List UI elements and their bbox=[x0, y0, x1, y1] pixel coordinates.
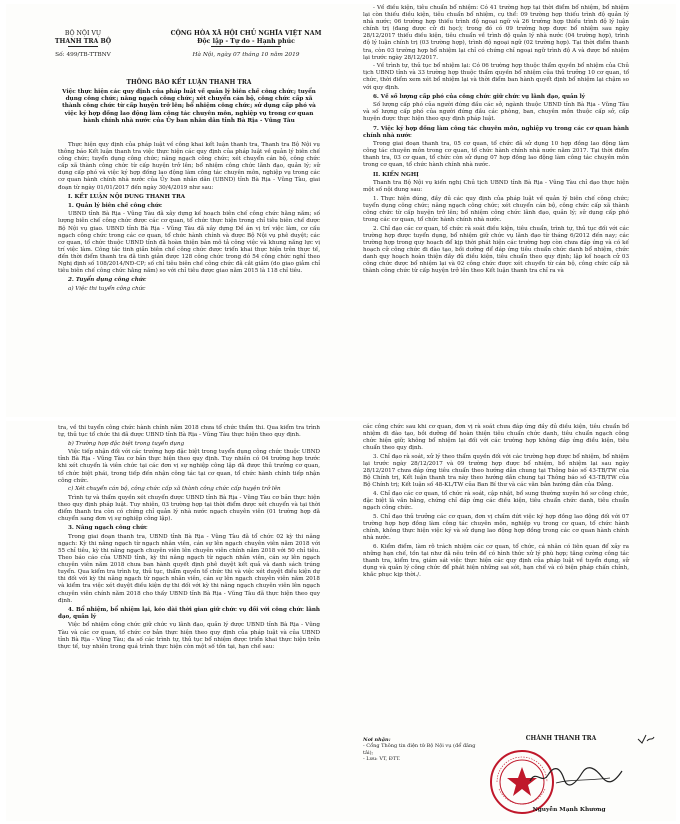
paragraph-reappointment-procedure: - Về trình tự, thủ tục bổ nhiệm lại: Có 06 trường hợp thuộc thẩm quyền bổ nhiệm của Chủ tịch UBND tỉnh và 33 trường hợp thuộc thẩm quyền bổ nhiệm của thủ trưởng 10 cơ quan, tổ chức, thời điểm xem xét bổ nhiệm lại và thời điểm ban hành quyết định bổ nhiệm lại chậm so với quy định. bbox=[363, 63, 629, 91]
national-motto: Độc lập - Tự do - Hạnh phúc bbox=[197, 38, 295, 45]
paragraph-staffing-quota: UBND tỉnh Bà Rịa - Vũng Tàu đã xây dựng kế hoạch biên chế công chức hằng năm; số lượng biên chế công chức được các cơ quan, tổ chức thực hiện trong chỉ tiêu biên chế được Bộ Nội vụ giao. UBND tỉnh Bà Rịa - Vũng Tàu đã xây dựng Đề án vị trí việc làm, cơ cấu ngạch công chức trong các cơ quan, tổ chức hành chính và được Bộ Nội vụ phê duyệt; các cơ quan, tổ chức thuộc UBND tỉnh đã hoàn thiện bản mô tả công việc và khung năng lực vị trí việc làm. Công tác tinh giản biên chế công chức được triển khai thực hiện trên thực tế, đến thời điểm thanh tra đã tinh giản được 128 công chức trong đó 54 công chức nghỉ theo Nghị định số 108/2014/NĐ-CP; số chỉ tiêu biên chế công chức đã cắt giảm (do giao giảm chỉ tiêu biên chế công chức hằng năm) so với chỉ tiêu được giao năm 2015 là 118 chỉ tiêu. bbox=[58, 211, 320, 275]
document-number: Số: 499/TB-TTBNV bbox=[55, 52, 111, 58]
agency-name: THANH TRA BỘ bbox=[54, 38, 112, 45]
paragraph-recommendation-3: 3. Chỉ đạo rà soát, xử lý theo thẩm quyền đối với các trường hợp được bổ nhiệm, bổ nhiệm lại trước ngày 28/12/2017 và 09 trường hợp được bổ nhiệm, bổ nhiệm lại sau ngày 28/12/2017 chưa đáp ứng tiêu chuẩn theo hướng dẫn chung tại Thông báo số 43-TB/TW của Bộ Chính trị, Kết luận thanh tra này theo hướng dẫn chung tại Thông báo số 43-TB/TW của Bộ Chính trị; Kết luận số 48-KL/TW của Ban Bí thư và các văn bản hướng dẫn của Đảng. bbox=[363, 453, 629, 489]
paragraph-recommendation-5: 5. Chỉ đạo thủ trưởng các cơ quan, đơn vị chấm dứt việc ký hợp đồng lao động đối với 07 trường hợp hợp đồng làm công tác chuyên môn, nghiệp vụ trong cơ quan, tổ chức hành chính, không thực hiện việc ký và sử dụng lao động hợp đồng trong các cơ quan hành chính nhà nước. bbox=[363, 513, 629, 541]
paragraph-recommendation-4: 4. Chỉ đạo các cơ quan, tổ chức rà soát, cập nhật, bổ sung thường xuyên hồ sơ công chức, đặc biệt là văn bằng, chứng chỉ đáp ứng các điều kiện, tiêu chuẩn chức danh, tiêu chuẩn ngạch công chức. bbox=[363, 490, 629, 512]
heading-appointment: 4. Bổ nhiệm, bổ nhiệm lại, kéo dài thời gian giữ chức vụ đối với công chức lãnh đạo, quản lý bbox=[58, 606, 320, 620]
paragraph-recommendation-2-continued: các công chức sau khi cơ quan, đơn vị rà soát chưa đáp ứng đầy đủ điều kiện, tiêu chuẩn bổ nhiệm đi đào tạo, bồi dưỡng để hoàn thiện tiêu chuẩn chức danh, tiêu chuẩn ngạch công chức hiện giữ; không bổ nhiệm lại đối với các trường hợp không đáp ứng điều kiện, tiêu chuẩn theo quy định. bbox=[363, 424, 629, 452]
paragraph-recommendation-intro: Thanh tra Bộ Nội vụ kiến nghị Chủ tịch UBND tỉnh Bà Rịa - Vũng Tàu chỉ đạo thực hiện một số nội dung sau: bbox=[363, 180, 629, 194]
signature-block bbox=[486, 735, 636, 742]
paragraph-commune-transfer: Trình tự và thẩm quyền xét chuyển được UBND tỉnh Bà Rịa - Vũng Tàu cơ bản thực hiện theo quy định pháp luật. Tuy nhiên, 03 trường hợp tại thời điểm được xét chuyển và tại thời điểm thanh tra còn có chứng chỉ quản lý nhà nước ngạch chuyên viên (01 trường hợp đã chuyển sang đơn vị sự nghiệp công lập). bbox=[58, 494, 320, 523]
paragraph-rank-promotion: Trong giai đoạn thanh tra, UBND tỉnh Bà Rịa - Vũng Tàu đã tổ chức 02 kỳ thi nâng ngạch: Kỳ thi nâng ngạch từ ngạch nhân viên, cán sự lên ngạch chuyên viên năm 2018 với 55 chỉ tiêu, kỳ thi nâng ngạch chuyên viên lên chuyên viên chính năm 2018 với 50 chỉ tiêu. Theo báo cáo của UBND tỉnh, kỳ thi nâng ngạch từ ngạch nhân viên, cán sự lên ngạch chuyên viên năm 2018 chưa ban hành quyết định phê duyệt kết quả và danh sách trúng tuyển. Qua kiểm tra trình tự, thủ tục, thẩm quyền tổ chức thi và việc xét duyệt điều kiện dự thi đối với kỳ thi nâng ngạch từ ngạch nhân viên, cán sự lên ngạch chuyên viên năm 2018 và kiểm tra việc xét duyệt điều kiện dự thi đối với kỳ thi nâng ngạch chuyên viên lên ngạch chuyên viên chính năm 2018 cho thấy UBND tỉnh Bà Rịa - Vũng Tàu đã thực hiện theo quy định. bbox=[58, 533, 320, 604]
issuing-authority-block bbox=[38, 30, 128, 59]
recipients-block bbox=[363, 737, 483, 763]
handwritten-signature-icon bbox=[526, 761, 626, 791]
document-page-2 bbox=[6, 421, 676, 821]
paragraph-appointment: Việc bổ nhiệm công chức giữ chức vụ lãnh đạo, quản lý được UBND tỉnh Bà Rịa - Vũng Tàu và các cơ quan, tổ chức cơ bản thực hiện theo quy định của pháp luật và của UBND tỉnh Bà Rịa - Vũng Tàu; đa số các trình tự, thủ tục bổ nhiệm được triển khai thực hiện trên thực tế, tuy nhiên trong quá trình thực hiện còn một số tồn tại, hạn chế sau: bbox=[58, 622, 320, 650]
ministry-name: BỘ NỘI VỤ bbox=[64, 30, 102, 37]
page2-left-column bbox=[58, 425, 320, 652]
issue-date: Hà Nội, ngày 07 tháng 10 năm 2019 bbox=[192, 52, 300, 58]
heading-labor-contracts: 7. Việc ký hợp đồng làm công tác chuyên môn, nghiệp vụ trong các cơ quan hành chính nhà nước bbox=[363, 125, 629, 139]
country-name: CỘNG HÒA XÃ HỘI CHỦ NGHĨA VIỆT NAM bbox=[170, 30, 322, 37]
intro-paragraph: Thực hiện quy định của pháp luật về công khai kết luận thanh tra, Thanh tra Bộ Nội vụ thông báo Kết luận thanh tra việc thực hiện các quy định của pháp luật về quản lý biên chế công chức; tuyển dụng công chức; nâng ngạch công chức; xét chuyển cán bộ, công chức cấp xã thành công chức từ cấp huyện trở lên; bổ nhiệm công chức lãnh đạo, quản lý; sử dụng cấp phó và việc ký hợp đồng lao động làm công tác chuyên môn, nghiệp vụ trong các cơ quan hành chính nhà nước của Ủy ban nhân dân (UBND) tỉnh Bà Rịa - Vũng Tàu, giai đoạn từ ngày 01/01/2017 đến ngày 30/4/2019 như sau: bbox=[58, 142, 320, 191]
subheading-commune-transfer: c) Xét chuyển cán bộ, công chức cấp xã thành công chức cấp huyện trở lên bbox=[68, 486, 281, 493]
paragraph-exam-continued: tra, về thi tuyển công chức hành chính năm 2018 chưa tổ chức thẩm thi. Qua kiểm tra trình tự, thủ tục tổ chức thi đã được UBND tỉnh Bà Rịa - Vũng Tàu thực hiện theo quy định. bbox=[58, 425, 320, 439]
recipient-item: - Cổng Thông tin điện tử Bộ Nội vụ (để đăng tải); bbox=[363, 743, 476, 756]
page2-right-column bbox=[363, 424, 629, 580]
agency-underline bbox=[68, 46, 98, 47]
national-header-block bbox=[151, 30, 341, 59]
signer-name: Nguyễn Mạnh Khương bbox=[532, 807, 606, 813]
signer-name-block bbox=[494, 807, 644, 814]
paragraph-recommendation-2: 2. Chỉ đạo các cơ quan, tổ chức rà soát điều kiện, tiêu chuẩn, trình tự, thủ tục đối với các trường hợp được tuyển dụng, bổ nhiệm giữ chức vụ lãnh đạo từ tháng 6/2012 đến nay; các trường hợp trong quy hoạch để kịp thời phát hiện các trường hợp còn chưa đáp ứng và có kế hoạch cử công chức đi đào tạo, bồi dưỡng để đáp ứng tiêu chuẩn chức danh bổ nhiệm, chức danh quy hoạch hoàn thiện đầy đủ điều kiện, tiêu chuẩn theo quy định; lập kế hoạch cử 03 công chức được bổ nhiệm lại và 02 công chức được xét chuyển từ cán bộ, công chức cấp xã thành công chức từ cấp huyện trở lên theo Kết luận thanh tra chỉ ra và bbox=[363, 225, 629, 275]
signer-title: CHÁNH THANH TRA bbox=[525, 735, 597, 742]
paragraph-recommendation-1: 1. Thực hiện đúng, đầy đủ các quy định của pháp luật về quản lý biên chế công chức; tuyển dụng công chức; nâng ngạch công chức; xét chuyển cán bộ, công chức cấp xã thành công chức từ cấp huyện trở lên; bổ nhiệm công chức lãnh đạo, quản lý; sử dụng cấp phó trong các cơ quan, tổ chức hành chính nhà nước. bbox=[363, 195, 629, 224]
heading-recruitment: 2. Tuyển dụng công chức bbox=[68, 277, 147, 284]
section-heading-conclusions: I. KẾT LUẬN NỘI DUNG THANH TRA bbox=[68, 193, 186, 200]
subheading-exam-recruitment: a) Việc thi tuyển công chức bbox=[68, 285, 146, 292]
heading-rank-promotion: 3. Nâng ngạch công chức bbox=[68, 525, 148, 532]
document-page-1 bbox=[6, 4, 676, 417]
page1-right-column bbox=[363, 5, 629, 277]
document-title: THÔNG BÁO KẾT LUẬN THANH TRA bbox=[126, 79, 252, 86]
subheading-special-cases: b) Trường hợp đặc biệt trong tuyển dụng bbox=[68, 440, 185, 447]
paragraph-recommendation-6: 6. Kiểm điểm, làm rõ trách nhiệm các cơ quan, tổ chức, cá nhân có liên quan để xảy ra những hạn chế, tồn tại như đã nêu trên để có hình thức xử lý phù hợp; tăng cường công tác thanh tra, kiểm tra, giám sát việc thực hiện các quy định của pháp luật về tuyển dụng, sử dụng và quản lý công chức để phát hiện những sai sót, hạn chế và có biện pháp chấn chỉnh, khắc phục kịp thời./. bbox=[363, 543, 629, 578]
page1-left-column bbox=[58, 142, 320, 294]
recipients-title: Nơi nhận: bbox=[363, 737, 391, 743]
paragraph-appointment-criteria: - Về điều kiện, tiêu chuẩn bổ nhiệm: Có 41 trường hợp tại thời điểm bổ nhiệm, bổ nhiệm lại còn thiếu điều kiện, tiêu chuẩn bổ nhiệm, cụ thể: 09 trường hợp thiếu trình độ quản lý nhà nước; 06 trường hợp thiếu trình độ ngoại ngữ và 26 trường hợp thiếu trình độ lý luận chính trị (đang được cử đi học); trong đó có 09 trường hợp được bổ nhiệm sau ngày 28/12/2017 thiếu điều kiện, tiêu chuẩn về trình độ quản lý nhà nước (04 trường hợp), trình độ lý luận chính trị (03 trường hợp), trình độ ngoại ngữ (02 trường hợp). Tại thời điểm thanh tra, còn 03 trường hợp bổ nhiệm lại chỉ có chứng chỉ ngoại ngữ trình độ A và được bổ nhiệm lại trước ngày 28/12/2017. bbox=[363, 5, 629, 61]
document-subject: Việc thực hiện các quy định của pháp luật về quản lý biên chế công chức; tuyển dụng công chức; nâng ngạch công chức; xét chuyển cán bộ, công chức cấp xã thành công chức từ cấp huyện trở lên; bổ nhiệm công chức; sử dụng cấp phó và việc ký hợp đồng lao động làm công tác chuyên môn, nghiệp vụ trong cơ quan hành chính nhà nước của Ủy ban nhân dân tỉnh Bà Rịa - Vũng Tàu bbox=[62, 89, 316, 124]
heading-deputy-count: 6. Về số lượng cấp phó của công chức giữ chức vụ lãnh đạo, quản lý bbox=[373, 93, 586, 100]
motto-underline bbox=[211, 46, 281, 47]
paragraph-labor-contracts: Trong giai đoạn thanh tra, 05 cơ quan, tổ chức đã sử dụng 10 hợp đồng lao động làm công tác chuyên môn trong cơ quan, tổ chức hành chính nhà nước năm 2017. Tại thời điểm thanh tra, 03 cơ quan, tổ chức còn sử dụng 07 hợp đồng lao động làm công tác chuyên môn trong cơ quan, tổ chức hành chính nhà nước. bbox=[363, 141, 629, 169]
section-heading-recommendations: II. KIẾN NGHỊ bbox=[373, 171, 419, 178]
initials-mark-icon bbox=[636, 733, 656, 745]
paragraph-deputy-count: Số lượng cấp phó của người đứng đầu các sở, ngành thuộc UBND tỉnh Bà Rịa - Vũng Tàu và số lượng cấp phó của người đứng đầu các phòng, ban, chuyên môn thuộc cấp sở, cấp huyện được thực hiện theo quy định pháp luật. bbox=[363, 102, 629, 123]
heading-staffing-quota: 1. Quản lý biên chế công chức bbox=[68, 202, 163, 209]
recipient-item: - Lưu: VT, ĐTT. bbox=[363, 756, 401, 763]
paragraph-special-cases: Việc tiếp nhận đối với các trường hợp đặc biệt trong tuyển dụng công chức thuộc UBND tỉnh Bà Rịa - Vũng Tàu cơ bản thực hiện theo quy định. Tuy nhiên có 04 trường hợp trước khi xét chuyển là viên chức tại các đơn vị sự nghiệp công lập đã được thủ trưởng cơ quan, tổ chức biệt phái, trong tiếp đến nhận công tác tại cơ quan, tổ chức hành chính tiếp nhận công chức. bbox=[58, 449, 320, 484]
